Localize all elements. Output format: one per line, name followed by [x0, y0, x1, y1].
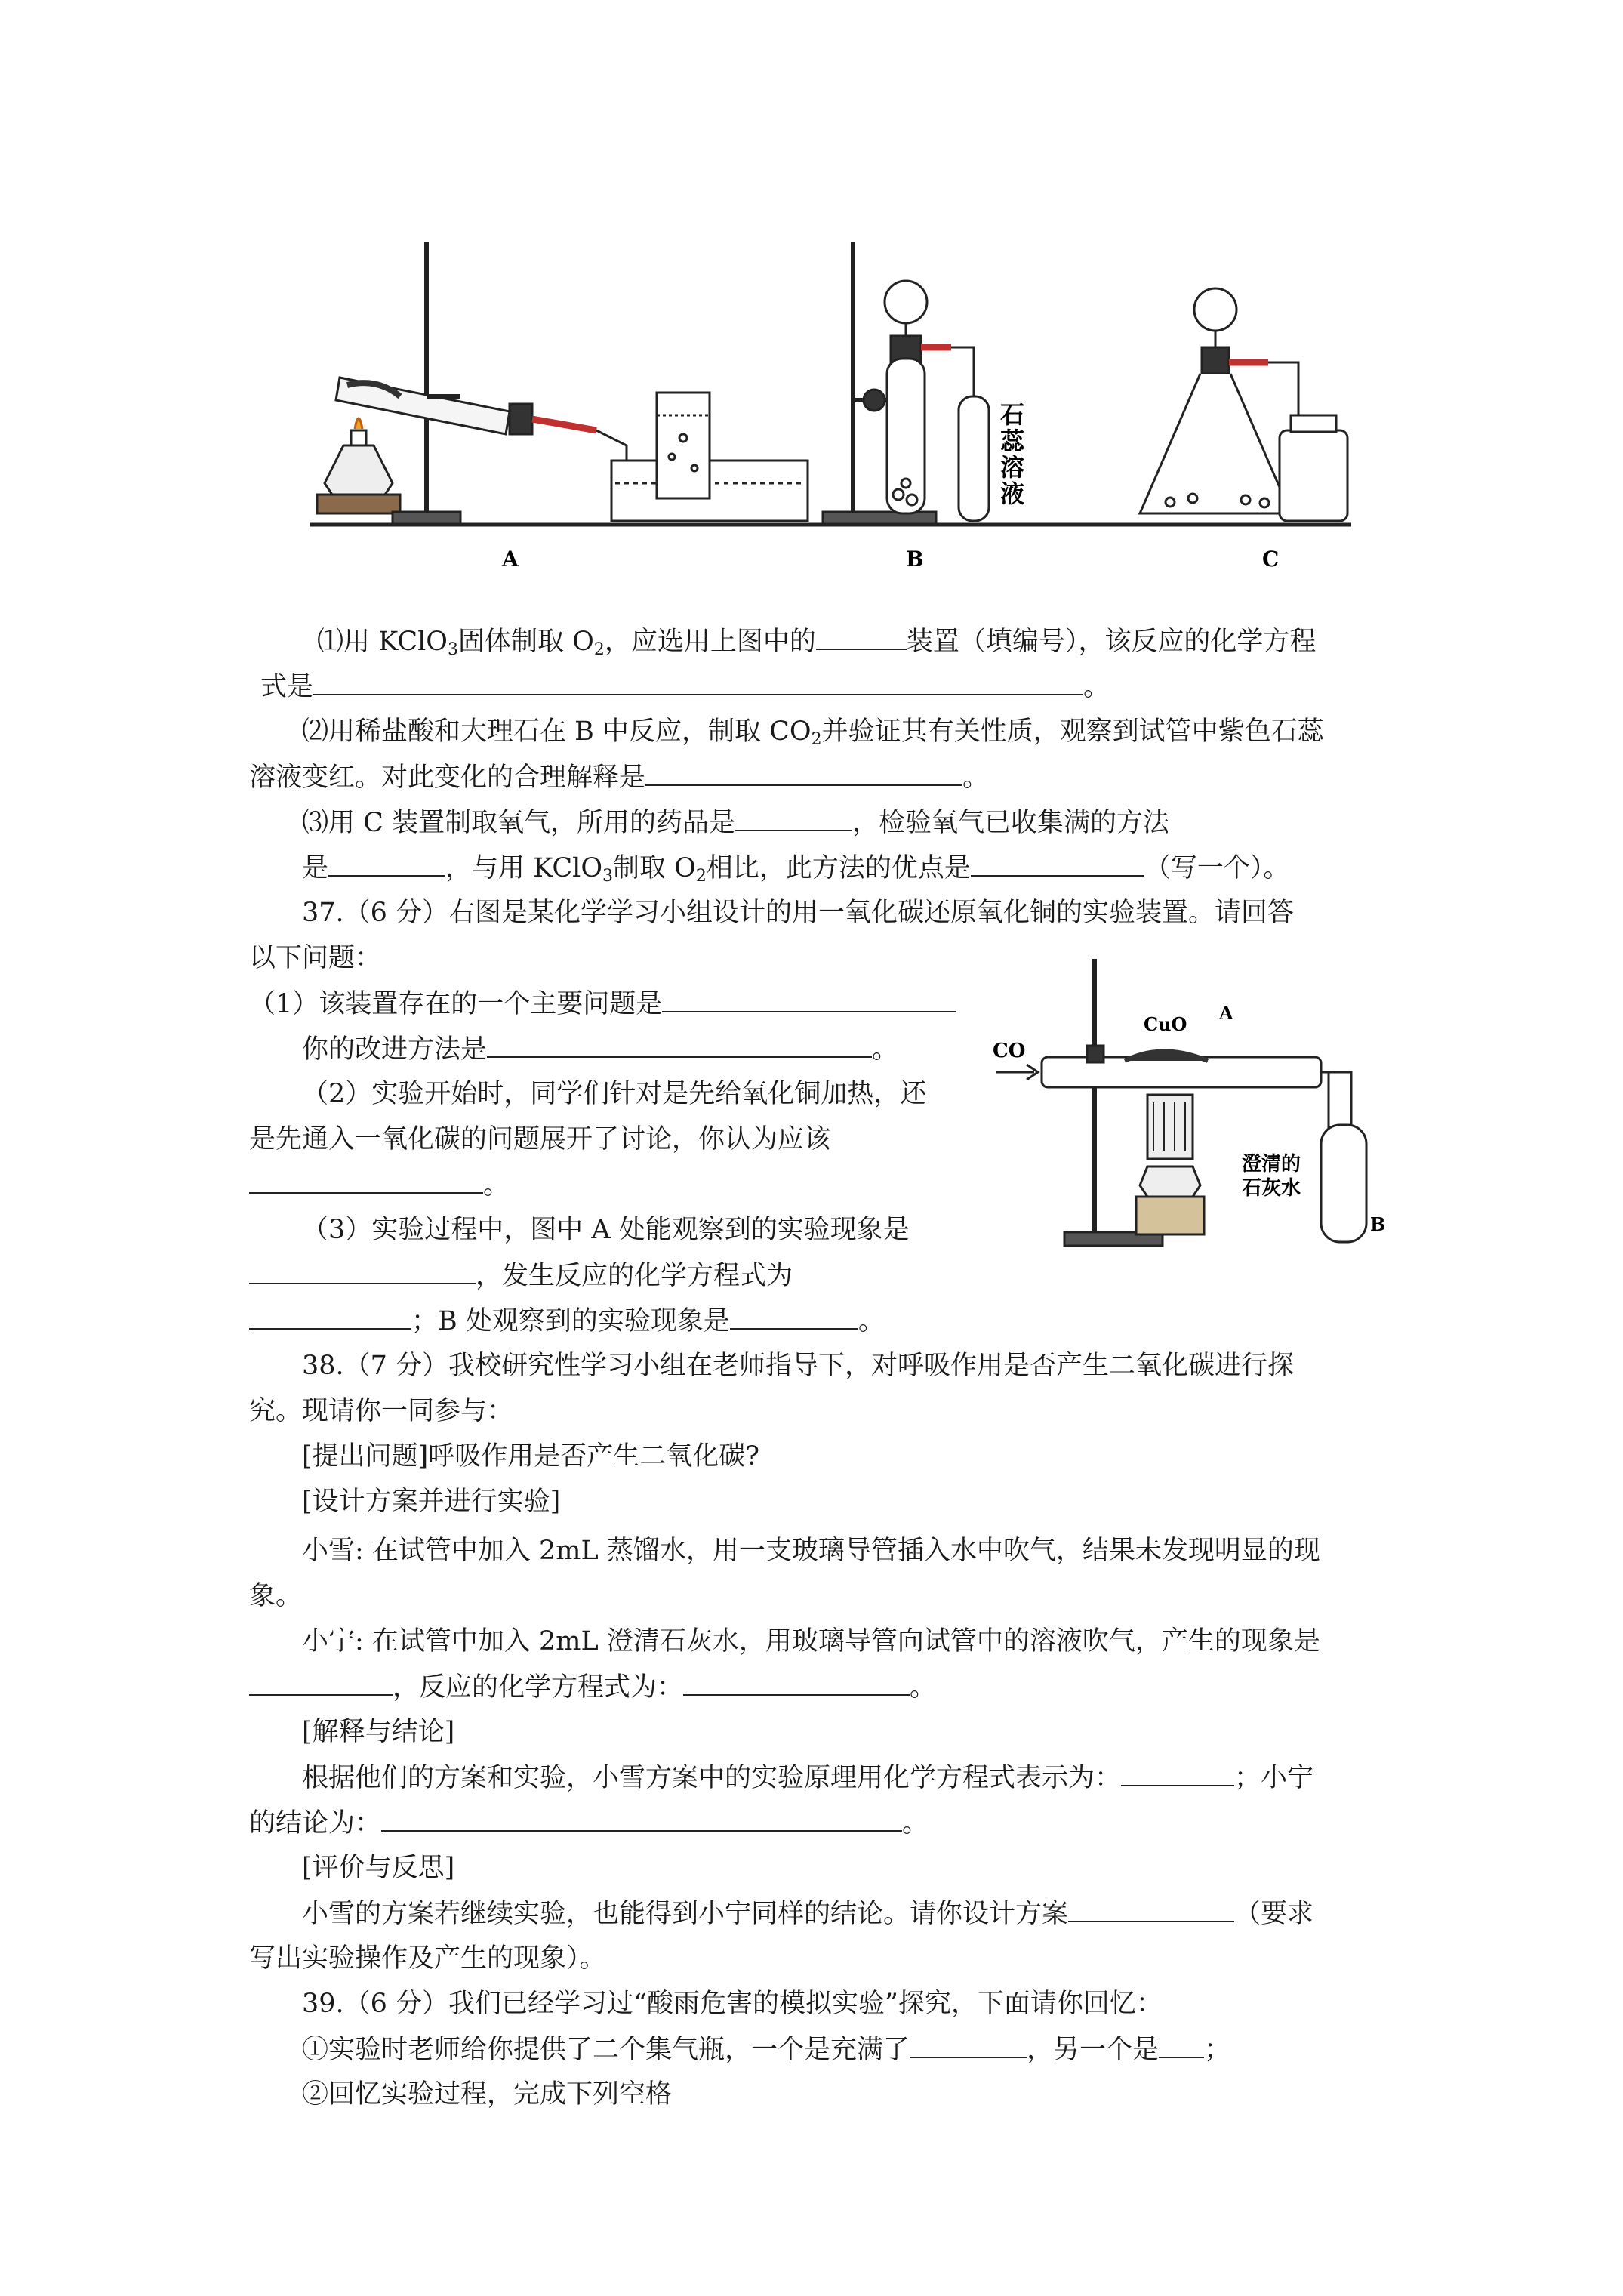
point-b-label: B	[1370, 1213, 1386, 1235]
answer-blank[interactable]	[730, 1302, 858, 1330]
q38-ning-2: ，反应的化学方程式为： 。	[249, 1669, 936, 1706]
apparatus-figure-abc	[310, 234, 1351, 589]
q37-s2c: 。	[249, 1166, 510, 1203]
answer-blank[interactable]	[683, 1669, 910, 1696]
q38-intro-2: 究。现请你一同参与：	[249, 1396, 514, 1426]
q39-intro: 39.（6 分）我们已经学习过“酸雨危害的模拟实验”探究，下面请你回忆：	[302, 1989, 1163, 2019]
q36-p3-line2: 是 ，与用 KClO$_3$制取 $O_2$相比，此方法的优点是 （写一个）。	[302, 849, 1289, 886]
q38-explain: [解释与结论]	[302, 1717, 455, 1747]
answer-blank[interactable]	[328, 849, 445, 877]
answer-blank[interactable]	[487, 1031, 872, 1058]
q36-p2-line2: 溶液变红。对此变化的合理解释是 。	[249, 759, 989, 796]
q37-intro-1: 37.（6 分）右图是某化学学习小组设计的用一氧化碳还原氧化铜的实验装置。请回答	[302, 898, 1295, 928]
answer-blank[interactable]	[910, 2031, 1027, 2058]
q38-reflect: [评价与反思]	[302, 1853, 455, 1883]
q38-ref-1: 小雪的方案若继续实验，也能得到小宁同样的结论。请你设计方案 （要求	[302, 1895, 1313, 1932]
litmus-label-3: 溶	[1000, 453, 1025, 482]
answer-blank[interactable]	[313, 668, 1083, 695]
q36-p1-line1: ⑴用 KClO$_3$固体制取 $O_2$，应选用上图中的 装置（填编号），该反应的化学方程	[317, 623, 1316, 660]
q37-s3b: ，发生反应的化学方程式为	[249, 1257, 793, 1294]
answer-blank[interactable]	[249, 1669, 393, 1696]
fig-label-b: B	[906, 547, 924, 572]
litmus-label-1: 石	[1000, 400, 1025, 429]
q38-ask: [提出问题]呼吸作用是否产生二氧化碳?	[302, 1441, 760, 1472]
limewater-label-2: 石灰水	[1242, 1177, 1301, 1200]
q38-design: [设计方案并进行实验]	[302, 1487, 561, 1517]
q37-s2b: 是先通入一氧化碳的问题展开了讨论，你认为应该	[249, 1124, 831, 1154]
q36-p1-line2: 式是 。	[260, 668, 1110, 705]
co-reduction-figure	[989, 951, 1397, 1253]
q37-s1b: 你的改进方法是 。	[302, 1031, 898, 1068]
answer-blank[interactable]	[1121, 1759, 1234, 1786]
litmus-label-4: 液	[1000, 479, 1025, 508]
point-a-label: A	[1219, 1002, 1233, 1024]
answer-blank[interactable]	[381, 1804, 902, 1832]
fig-label-a: A	[502, 547, 519, 572]
q36-p2-line1: ⑵用稀盐酸和大理石在 B 中反应，制取 $CO_2$并验证其有关性质，观察到试管中紫色石蕊	[302, 717, 1324, 749]
q39-l2: ②回忆实验过程，完成下列空格	[302, 2079, 673, 2110]
q38-ning-1: 小宁: 在试管中加入 2mL 澄清石灰水，用玻璃导管向试管中的溶液吹气，产生的现象是	[302, 1626, 1320, 1657]
co-label: CO	[993, 1040, 1026, 1062]
q38-xue-1: 小雪: 在试管中加入 2mL 蒸馏水，用一支玻璃导管插入水中吹气，结果未发现明显的现	[302, 1536, 1320, 1566]
q37-s2a: （2）实验开始时，同学们针对是先给氧化铜加热，还	[302, 1079, 927, 1109]
q38-conc-2: 的结论为： 。	[249, 1804, 929, 1841]
answer-blank[interactable]	[645, 759, 962, 786]
limewater-label-1: 澄清的	[1242, 1153, 1301, 1176]
answer-blank[interactable]	[1159, 2031, 1204, 2058]
litmus-label-2: 蕊	[1000, 427, 1025, 455]
fig-label-c: C	[1262, 547, 1280, 572]
q38-xue-2: 象。	[249, 1581, 303, 1611]
answer-blank[interactable]	[662, 985, 956, 1012]
answer-blank[interactable]	[816, 623, 907, 650]
q36-p3-line1: ⑶用 C 装置制取氧气，所用的药品是 ，检验氧气已收集满的方法	[302, 804, 1169, 841]
q37-s1: （1）该装置存在的一个主要问题是	[249, 985, 956, 1022]
q38-conc-1: 根据他们的方案和实验，小雪方案中的实验原理用化学方程式表示为： ；小宁	[302, 1759, 1313, 1796]
answer-blank[interactable]	[1068, 1895, 1234, 1922]
answer-blank[interactable]	[249, 1257, 476, 1284]
q39-l1: ①实验时老师给你提供了二个集气瓶，一个是充满了 ，另一个是 ；	[302, 2031, 1230, 2068]
cuo-label: CuO	[1144, 1013, 1187, 1035]
q37-intro-2: 以下问题：	[249, 943, 382, 973]
answer-blank[interactable]	[735, 804, 852, 831]
answer-blank[interactable]	[971, 849, 1144, 877]
q38-intro-1: 38.（7 分）我校研究性学习小组在老师指导下，对呼吸作用是否产生二氧化碳进行探	[302, 1351, 1295, 1381]
q37-s3c: ；B 处观察到的实验现象是 。	[249, 1302, 885, 1339]
answer-blank[interactable]	[249, 1166, 483, 1194]
answer-blank[interactable]	[249, 1302, 411, 1330]
q37-s3a: （3）实验过程中，图中 A 处能观察到的实验现象是	[302, 1215, 910, 1245]
q38-ref-2: 写出实验操作及产生的现象）。	[249, 1943, 606, 1974]
